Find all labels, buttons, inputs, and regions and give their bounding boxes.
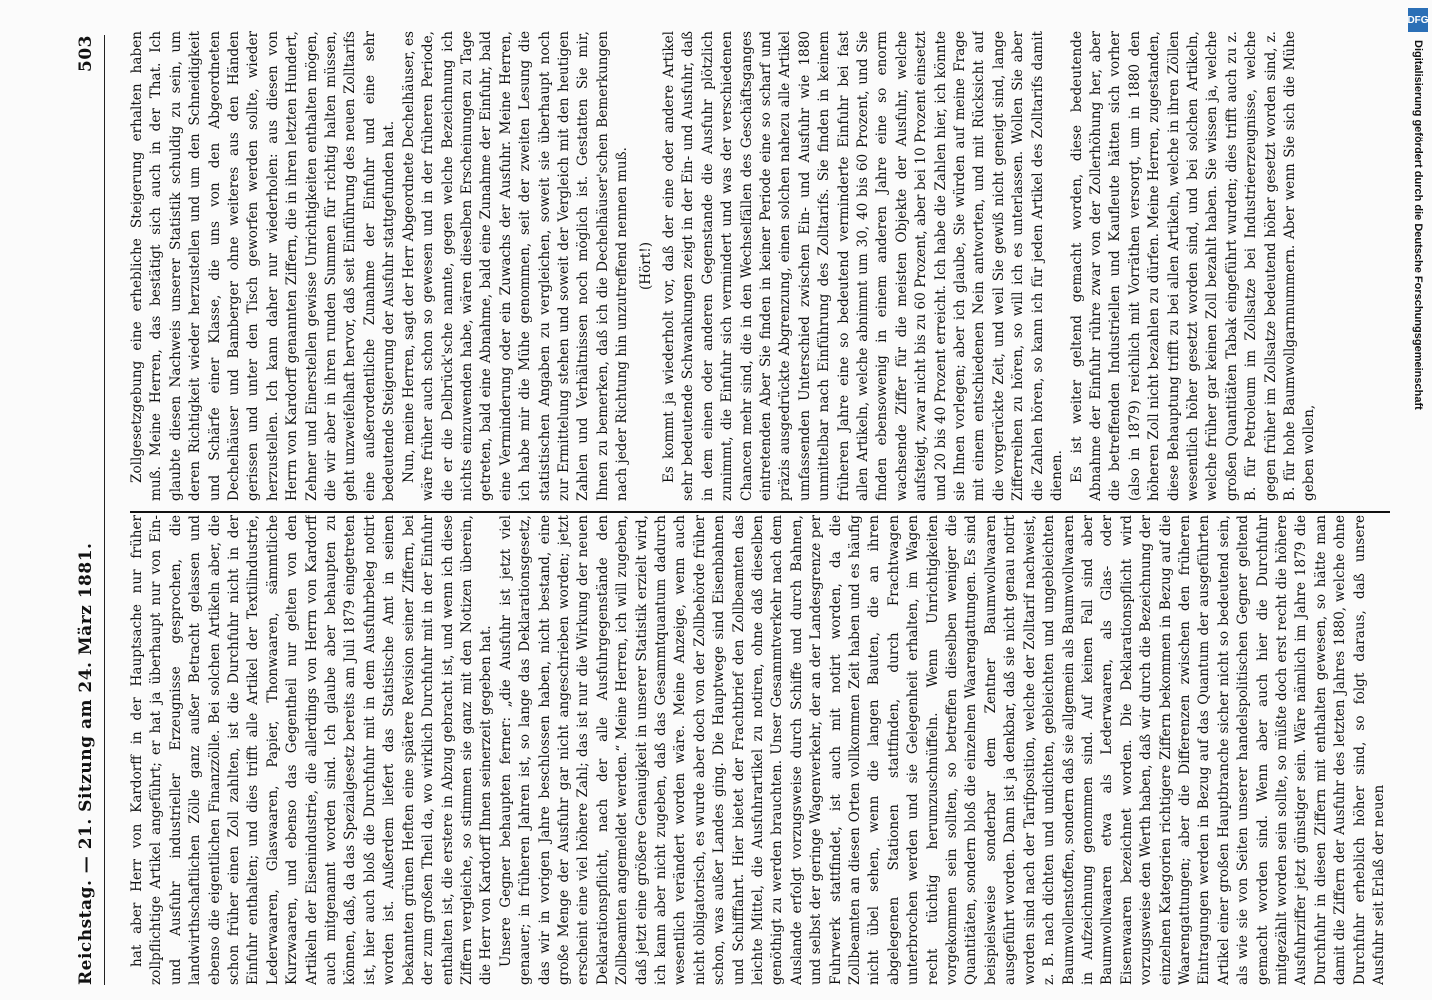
header-title: Reichstag. — 21. Sitzung am 24. März 1881.	[76, 542, 96, 985]
right-paragraph-1: Zollgesetzgebung eine erhebliche Steigerung erhalten haben muß. Meine Herren, das bestätigt sich auch in der That. Ich glaubte diesen Nachweis unserer Statistik schuldig zu sein, um deren Richtigkeit wieder herzustellen und um den Schneidigkeit und Schärfe einer Klasse, die uns von den Abgeordneten Dechelhäuser und Bamberger ohne weiteres aus den Händen gerissen und unter den Tisch geworfen werden sollte, wieder herzustellen. Ich kann daher nur wiederholen: aus diesen von Herrn von Kardorff genannten Ziffern, die in ihren letzten Hundert, Zehner und Einerstellen gewisse Unrichtigkeiten enthalten mögen, die wir aber in ihren runden Summen für richtig halten müssen, geht unzweifelhaft hervor, daß seit Einführung des neuen Zolltarifs eine außerordentliche Zunahme der Einfuhr und eine sehr bedeutende Steigerung der Ausfuhr stattgefunden hat.	[129, 31, 398, 501]
left-column	[128, 515, 1398, 985]
rotated-document-page	[70, 5, 1425, 995]
left-paragraph-2: Unsere Gegner behaupten ferner: „die Ausfuhr ist jetzt viel genauer; in früheren Jahren ist, so lange das Deklarationsgesetz, das wir in vorigen Jahre beschlossen haben, nicht bestand, eine große Menge der Ausfuhr gar nicht angeschrieben worden; jetzt erscheint eine viel höhere Zahl; das ist nur die Wirkung der neuen Deklarationspflicht, nach der alle Ausfuhrgegenstände den Zollbeamten angemeldet werden.“ Meine Herren, ich will zugeben, daß jetzt eine größere Genauigkeit in unserer Statistik erzielt wird, ich kann aber nicht zugeben, daß das Gesammtquantum dadurch wesentlich verändert worden wäre. Meine Anzeige, wenn auch nicht obligatorisch, es wurde aber doch von der Zollbehörde früher schon, was außer Landes ging. Die Hauptwege sind Eisenbahnen und Schifffahrt. Hier bietet der Frachtbrief den Zollbeamten das leichte Mittel, die Ausfuhrartikel zu notiren, ohne daß dieselben genöthigt zu werden brauchten. Unser Gesammtverkehr nach dem Auslande erfolgt vorzugsweise durch Schiffe und durch Bahnen, und selbst der geringe Wagenverkehr, der an der Landesgrenze per Fuhrwerk stattfindet, ist auch mit notirt worden, da die Zollbeamten an diesen Orten vollkommen Zeit haben und es häufig nicht übel sehen, wenn die langen Bauten, die an ihren abgelegenen Stationen stattfinden, durch Frachtwagen unterbrochen werden und sie Gelegenheit erhalten, im Wagen recht tüchtig herumzuschnüffeln. Wenn Unrichtigkeiten vorgekommen sein sollten, so betreffen dieselben weniger die Quantitäten, sondern bloß die einzelnen Waarengattungen. Es sind beispielsweise sonderbar dem Zentner Baumwollwaaren ausgeführt worden. Dann ist ja denkbar, daß sie nicht genau notirt worden sind nach der Tarifposition, welche der Zolltarif nachweist, z. B. nach dichten und undichten, gebleichten und ungebleichten Baumwollenstoffen, sondern daß sie allgemein als Baumwollwaaren in Aufzeichnung genommen sind. Auf keinen Fall sind aber Baumwollwaaren etwa als Lederwaaren, als Glas- oder Eisenwaaren bezeichnet worden. Die Deklarationspflicht wird vorzugsweise den Werth haben, daß wir durch die Bezeichnung der einzelnen Kategorien richtigere Ziffern bekommen in Bezug auf die Waarengattungen; aber die Differenzen zwischen den früheren Eintragungen werden in Bezug auf das Quantum der ausgeführten Artikel einer großen Hauptbranche sicher nicht so bedeutend sein, als wie sie von Seiten unserer handelspolitischen Gegner geltend gemacht worden sind. Wenn aber auch hier die Durchfuhr mitgezählt worden sein sollte, so müßte doch erst recht die höhere Ausfuhrziffer jetzt günstiger sein. Wäre nämlich im Jahre 1879 die Durchfuhr in diesen Ziffern mit enthalten gewesen, so hätte man damit die Ziffern der Ausfuhr des letzten Jahres 1880, welche ohne Durchfuhr erheblich höher sind, so folgt daraus, daß unsere Ausfuhr seit Erlaß der neuen	[497, 515, 1387, 985]
digitization-sidebar	[1404, 0, 1432, 1000]
page-number: 503	[76, 35, 96, 72]
right-column	[128, 31, 1398, 501]
header-rule	[104, 35, 105, 985]
right-paragraph-3: Es kommt ja wiederholt vor, daß der eine oder andere Artikel sehr bedeutende Schwankungen zeigt in der Ein- und Ausfuhr, daß in dem einen oder anderen Gegenstande die Ausfuhr plötzlich zunimmt, die Einfuhr sich vermindert und was der verschiedenen Chancen mehr sind, die in den Wechselfällen des Geschäftsganges eintretenden Aber Sie finden in keiner Periode eine so scharf und präzis ausgedrückte Abgrenzung, einen solchen nahezu alle Artikel umfassenden Unterschied zwischen Ein- und Ausfuhr wie 1880 unmittelbar nach Einführung des Zolltarifs. Sie finden in keinem früheren Jahre eine so bedeutend verminderte Einfuhr bei fast allen Artikeln, welche abnimmt um 30, 40 bis 60 Prozent, und Sie finden ebensowenig in einem anderen Jahre eine so enorm wachsende Ziffer für die meisten Objekte der Ausfuhr, welche aufsteigt, zwar nicht bis zu 60 Prozent, aber bei 10 Prozent einsetzt und 20 bis 40 Prozent erreicht. Ich habe die Zahlen hier, ich könnte sie Ihnen vorlegen; aber ich glaube, Sie würden auf meine Frage mit einem entschiedenen Nein antworten, und mit Rücksicht auf die vorgerückte Zeit, und weil Sie gewiß nicht geneigt sind, lange Zifferreihen zu hören, so will ich es unterlassen. Wollen Sie aber die Zahlen hören, so kann ich für jeden Artikel des Zolltarifs damit dienen.	[660, 31, 1066, 501]
digitization-note: Digitalisierung gefördert durch die Deutsche Forschungsgemeinschaft	[1412, 40, 1424, 410]
column-separator	[130, 511, 1390, 513]
right-paragraph-2: Nun, meine Herren, sagt der Herr Abgeordnete Dechelhäuser, es wäre früher auch schon so gewesen und in der früheren Periode, die er die Delbrück'sche nannte, gegen welche Bezeichnung ich nichts einzuwenden habe, wären dieselben Erscheinungen zu Tage getreten, bald eine Abnahme, bald eine Zunahme der Einfuhr, bald eine Verminderung oder ein Zuwachs der Ausfuhr. Meine Herren, ich habe mir die Mühe genommen, seit der zweiten Lesung die statistischen Angaben zu vergleichen, soweit sie überhaupt noch zur Ermittelung stehen und soweit der Vergleich mit den heutigen Zahlen und Verhältnissen noch möglich ist. Gestatten Sie mir, Ihnen zu bemerken, daß ich die Dechelhäuser'schen Bemerkungen nach jeder Richtung hin unzutreffend nennen muß.	[400, 31, 631, 501]
interjection: (Hört!)	[637, 241, 654, 291]
right-paragraph-4: Es ist weiter geltend gemacht worden, diese bedeutende Abnahme der Einfuhr rühre zwar von der Zollerhöhung her, aber die betreffenden Industriellen und Kaufleute hätten sich vorher (also in 1879) reichlich mit Vorräthen versorgt, um in 1880 den höheren Zoll nicht bezahlen zu dürfen. Meine Herren, zugestanden, diese Behauptung trifft zu bei allen Artikeln, welche in ihren Zöllen wesentlich höher gesetzt worden sind, und bei solchen Artikeln, welche früher gar keinen Zoll bezahlt haben. Sie wissen ja, welche großen Quantitäten Tabak eingeführt wurden; dies trifft auch zu z. B. für Petroleum im Zollsatze bei Industrieerzeugnisse, welche gegen früher im Zollsatze bedeutend höher gesetzt worden sind, z. B. für hohe Baumwollgarnnummern. Aber wenn Sie sich die Mühe geben wollen,	[1068, 31, 1318, 501]
left-paragraph-1: hat aber Herr von Kardorff in der Hauptsache nur früher zollpflichtige Artikel angeführt; er hat ja überhaupt nur von Ein- und Ausfuhr industrieller Erzeugnisse gesprochen, die landwirthschaftlichen Zölle ganz außer Betracht gelassen und ebenso die eigentlichen Finanzzölle. Bei solchen Artikeln aber, die schon früher einen Zoll zahlten, ist die Durchfuhr nicht in der Einfuhr enthalten; und dies trifft alle Artikel der Textilindustrie, Lederwaaren, Glaswaaren, Papier, Thonwaaren, sämmtliche Kurzwaaren, und ebenso das Gegentheil nur gelten von den Artikeln der Eisenindustrie, die allerdings von Herrn von Kardorff auch mitgenannt worden sind. Ich glaube aber behaupten zu können, daß, da das Spezialgesetz bereits am Juli 1879 eingetreten ist, hier auch bloß die Durchfuhr mit in dem Ausfuhrbeleg notirt worden ist. Außerdem liefert das Statistische Amt in seinen bekannten grünen Heften eine spätere Revision seiner Ziffern, bei der zum großen Theil da, wo wirklich Durchfuhr mit in der Einfuhr enthalten ist, die erstere in Abzug gebracht ist, und wenn ich diese Ziffern vergleiche, so stimmen sie ganz mit den Notizen überein, die Herr von Kardorff Ihnen seinerzeit gegeben hat.	[129, 515, 495, 985]
page-header	[76, 35, 100, 985]
dfg-logo: DFG	[1408, 8, 1428, 32]
